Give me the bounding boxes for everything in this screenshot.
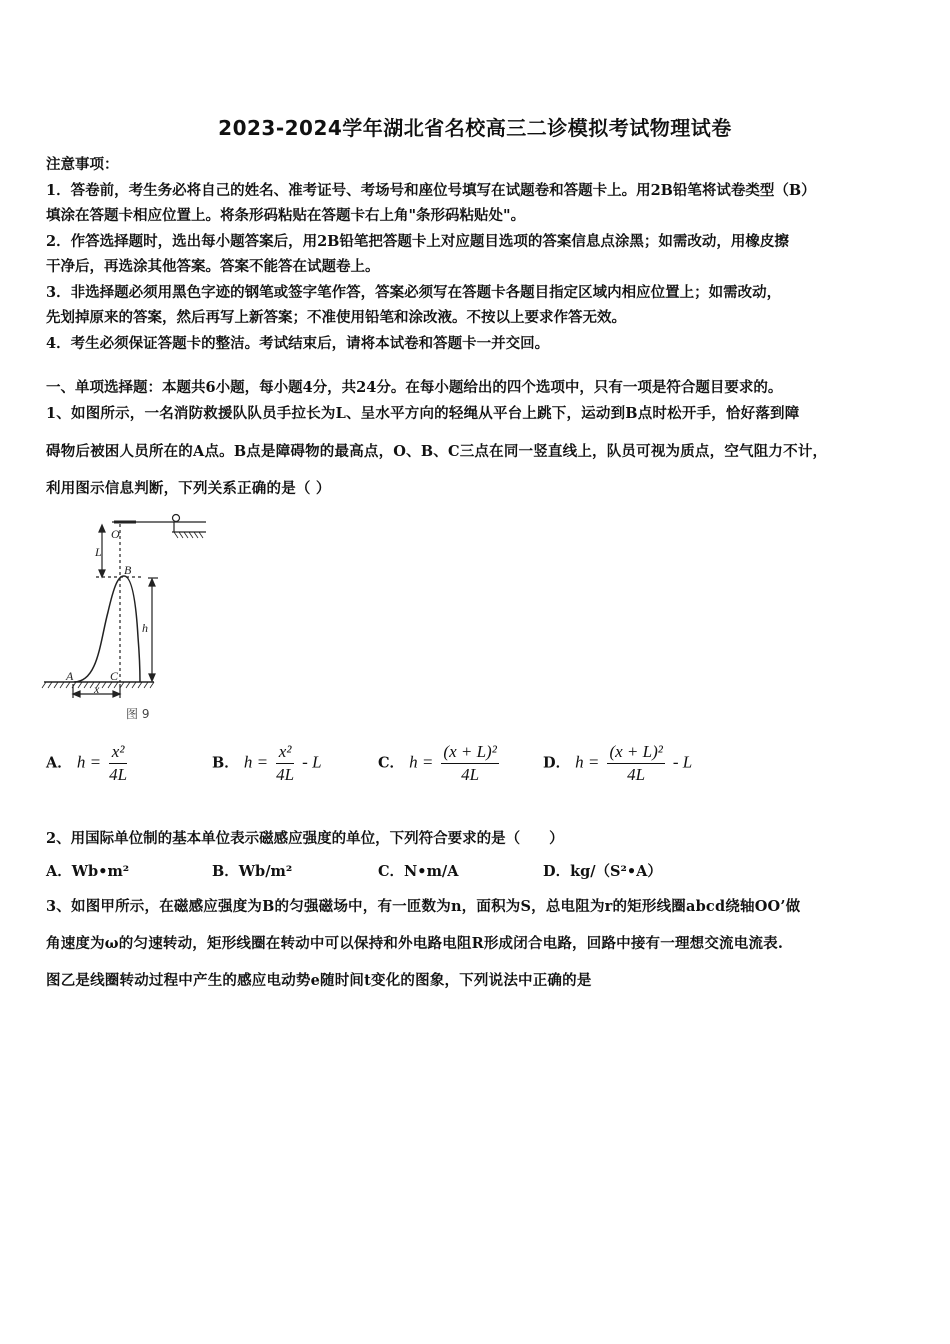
fraction-denominator: 4L — [627, 765, 646, 784]
option-label: A． — [46, 863, 72, 880]
section-heading: 一、单项选择题：本题共6小题，每小题4分，共24分。在每小题给出的四个选项中，只有一项是符合题目要求的。 — [46, 379, 783, 396]
fraction-denominator: 4L — [276, 765, 295, 784]
label-h: h — [142, 621, 148, 635]
notes-line: 干净后，再选涂其他答案。答案不能答在试题卷上。 — [46, 258, 380, 275]
option-tail: - L — [302, 752, 322, 772]
q1-option-d[interactable] — [543, 742, 692, 785]
q1-option-a[interactable] — [46, 742, 130, 785]
fraction-numerator: (x + L)² — [607, 742, 664, 764]
q1-option-b[interactable] — [212, 742, 322, 785]
option-lhs: h = — [243, 752, 269, 772]
q2-option-b[interactable] — [212, 860, 292, 881]
option-fraction — [607, 742, 664, 785]
platform-hatch — [174, 532, 203, 538]
option-text: Wb/m² — [238, 863, 293, 880]
option-text: Wb•m² — [71, 863, 130, 880]
option-fraction — [441, 742, 498, 785]
q1-stem-line: 碍物后被困人员所在的A点。B点是障碍物的最高点，O、B、C三点在同一竖直线上，队员可视为质点，空气阻力不计， — [46, 443, 828, 460]
q3-stem-line: 图乙是线圈转动过程中产生的感应电动势e随时间t变化的图象，下列说法中正确的是 — [46, 972, 592, 989]
q1-figure — [40, 512, 220, 724]
option-label: C． — [378, 754, 405, 772]
notes-line: 4．考生必须保证答题卡的整洁。考试结束后，请将本试卷和答题卡一并交回。 — [46, 334, 550, 352]
option-text: kg/（S²•A） — [570, 863, 662, 880]
q2-option-c[interactable] — [378, 860, 458, 881]
notes-line: 3．非选择题必须用黑色字迹的钢笔或签字笔作答，答案必须写在答题卡各题目指定区域内相应位置上；如需改动， — [46, 283, 782, 301]
q1-option-c[interactable] — [378, 742, 502, 785]
fraction-numerator: x² — [109, 742, 127, 764]
notes-line: 先划掉原来的答案，然后再写上新答案；不准使用铅笔和涂改液。不按以上要求作答无效。 — [46, 309, 626, 326]
q2-stem: 2、用国际单位制的基本单位表示磁感应强度的单位，下列符合要求的是（ ） — [46, 830, 564, 847]
person-head — [173, 515, 180, 522]
fraction-numerator: (x + L)² — [441, 742, 498, 764]
arrow-up-icon — [149, 579, 155, 586]
notes-heading: 注意事项： — [46, 156, 119, 173]
option-label: A． — [46, 754, 72, 772]
q3-stem-line: 3、如图甲所示，在磁感应强度为B的匀强磁场中，有一匝数为n，面积为S，总电阻为r的矩形线圈abcd绕轴OO’做 — [46, 898, 801, 915]
arrow-down-icon — [99, 570, 105, 577]
notes-line: 2．作答选择题时，选出每小题答案后，用2B铅笔把答题卡上对应题目选项的答案信息点涂黑；如需改动，用橡皮擦 — [46, 232, 789, 250]
obstacle-curve — [74, 576, 140, 682]
arrow-left-icon — [73, 691, 80, 697]
notes-line: 填涂在答题卡相应位置上。将条形码粘贴在答题卡右上角"条形码粘贴处"。 — [46, 207, 526, 224]
option-tail: - L — [672, 752, 693, 772]
q2-option-a[interactable] — [46, 860, 129, 881]
page-title: 2023-2024学年湖北省名校高三二诊模拟考试物理试卷 — [218, 116, 732, 140]
option-label: D． — [543, 754, 571, 772]
fraction-numerator: x² — [276, 742, 294, 764]
option-label: B． — [212, 863, 239, 880]
arrow-down-icon — [149, 674, 155, 681]
label-C: C — [110, 669, 119, 683]
fraction-denominator: 4L — [109, 765, 128, 784]
option-label: D． — [543, 863, 571, 880]
label-A: A — [66, 669, 74, 683]
option-label: B． — [212, 754, 239, 772]
q1-stem-line: 利用图示信息判断，下列关系正确的是（ ） — [46, 480, 331, 497]
q2-option-d[interactable] — [543, 860, 662, 881]
figure-caption: 图 9 — [126, 707, 150, 721]
option-lhs: h = — [76, 752, 102, 772]
option-label: C． — [378, 863, 405, 880]
option-lhs: h = — [409, 752, 434, 772]
label-L: L — [95, 545, 102, 559]
fraction-denominator: 4L — [461, 765, 480, 784]
notes-block — [46, 152, 908, 356]
label-O: O — [111, 527, 120, 541]
option-fraction — [109, 742, 127, 785]
label-x: x — [94, 682, 100, 696]
notes-line: 1．答卷前，考生务必将自己的姓名、准考证号、考场号和座位号填写在试题卷和答题卡上。用2B铅笔将试卷类型（B） — [46, 181, 816, 199]
arrow-right-icon — [113, 691, 120, 697]
q3-stem-line: 角速度为ω的匀速转动，矩形线圈在转动中可以保持和外电路电阻R形成闭合电路，回路中接有一理想交流电流表. — [46, 935, 784, 952]
label-B: B — [124, 563, 132, 577]
arrow-up-icon — [99, 525, 105, 532]
q1-stem-line: 1、如图所示，一名消防救援队队员手拉长为L、呈水平方向的轻绳从平台上跳下，运动到B点时松开手，恰好落到障 — [46, 405, 800, 422]
option-fraction — [276, 742, 294, 785]
option-text: N•m/A — [404, 863, 459, 880]
option-lhs: h = — [575, 752, 600, 772]
